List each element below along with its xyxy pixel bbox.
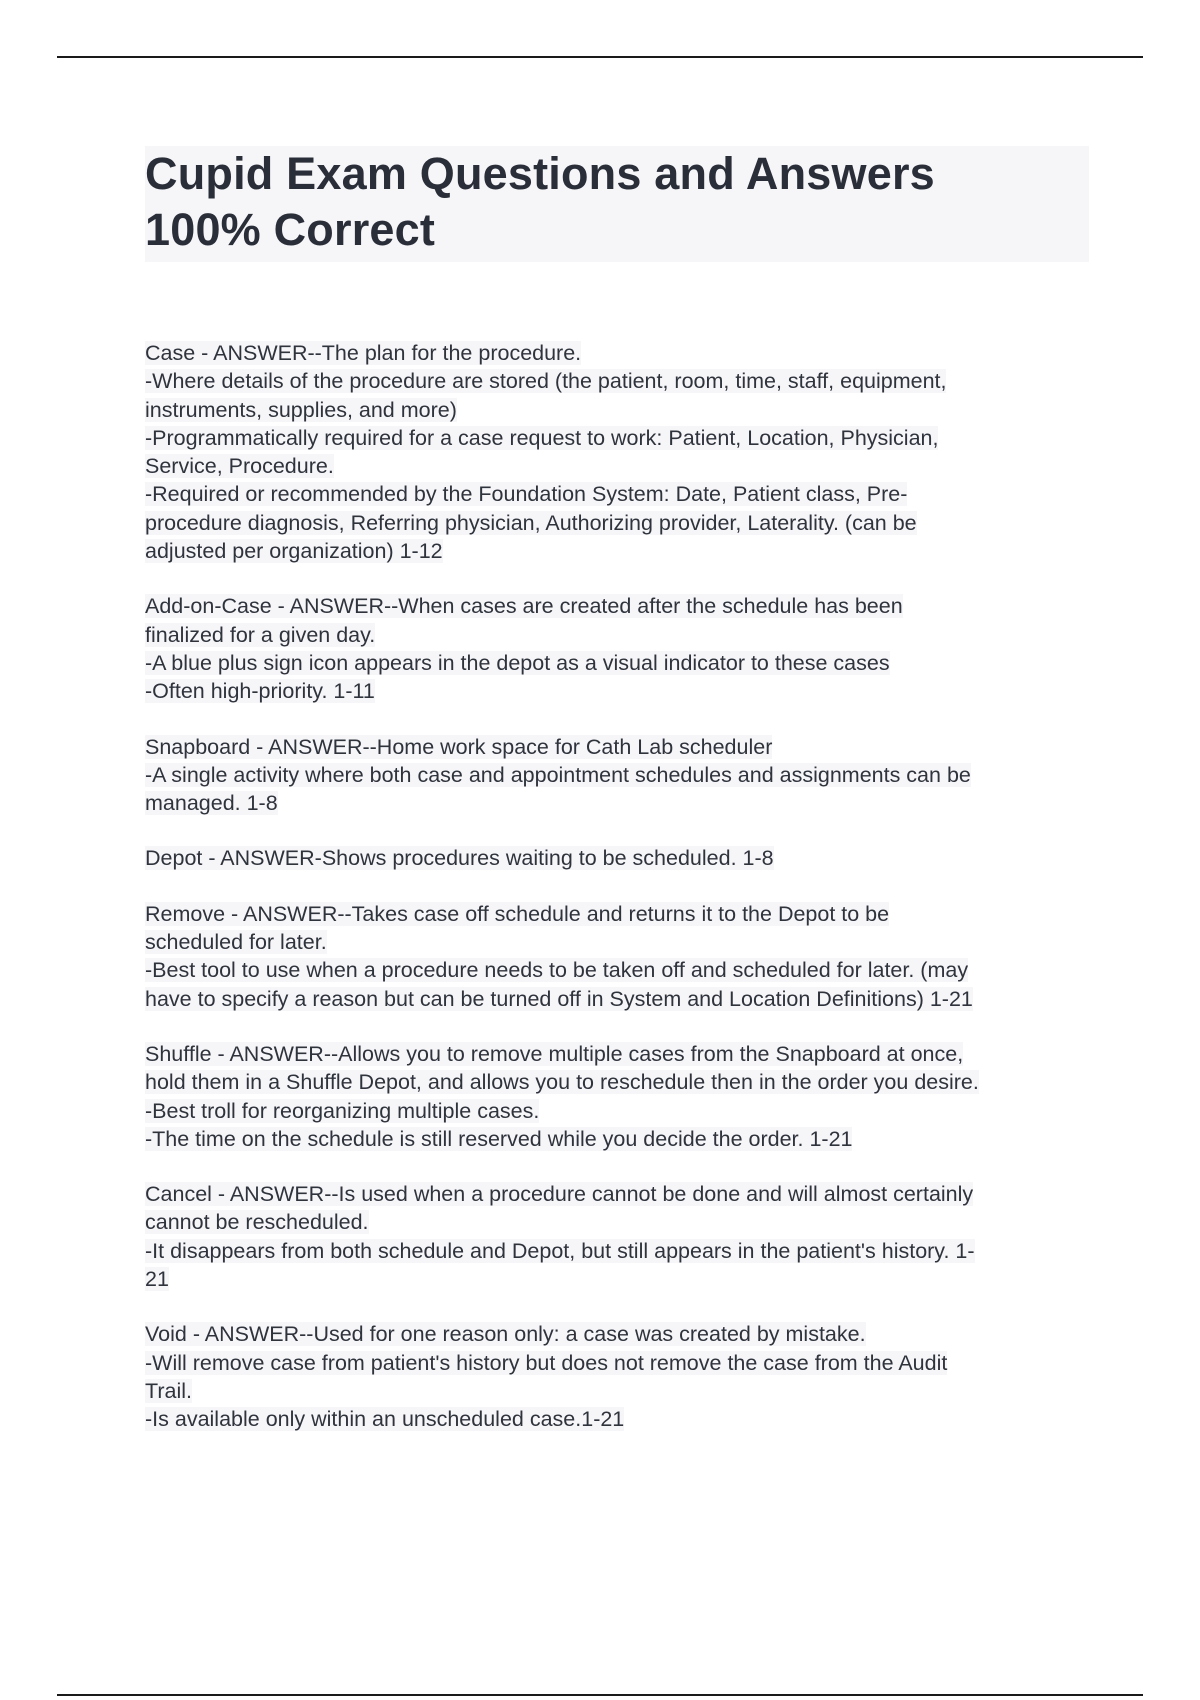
document-title	[145, 146, 1089, 262]
entry-line: -Will remove case from patient's history but does not remove the case from the Audit	[145, 1350, 948, 1375]
entry-line: instruments, supplies, and more)	[145, 397, 457, 422]
entry-line: -Often high-priority. 1-11	[145, 679, 375, 704]
entry-line: Cancel - ANSWER--Is used when a procedure cannot be done and will almost certainly	[145, 1182, 974, 1207]
qa-entry-remove	[145, 900, 1095, 1013]
entry-line: -A blue plus sign icon appears in the depot as a visual indicator to these cases	[145, 650, 890, 675]
qa-entry-shuffle	[145, 1040, 1095, 1153]
entry-line: scheduled for later.	[145, 930, 327, 955]
qa-entry-void	[145, 1320, 1095, 1433]
qa-entry-cancel	[145, 1180, 1095, 1293]
entry-line: -Best troll for reorganizing multiple cases.	[145, 1098, 540, 1123]
entry-line: -The time on the schedule is still reserved while you decide the order. 1-21	[145, 1126, 853, 1151]
bottom-rule	[57, 1694, 1143, 1696]
entry-line: cannot be rescheduled.	[145, 1210, 369, 1235]
qa-entry-case	[145, 339, 1095, 565]
title-line: 100% Correct	[145, 204, 436, 255]
entry-line: Snapboard - ANSWER--Home work space for Cath Lab scheduler	[145, 734, 773, 759]
entry-line: procedure diagnosis, Referring physician, Authorizing provider, Laterality. (can be	[145, 510, 917, 535]
entry-line: -Required or recommended by the Foundation System: Date, Patient class, Pre-	[145, 482, 908, 507]
entry-line: adjusted per organization) 1-12	[145, 539, 443, 564]
entry-line: Depot - ANSWER-Shows procedures waiting to be scheduled. 1-8	[145, 846, 774, 871]
entry-line: managed. 1-8	[145, 791, 278, 816]
qa-entry-depot	[145, 844, 1095, 872]
entry-line: Shuffle - ANSWER--Allows you to remove multiple cases from the Snapboard at once,	[145, 1041, 964, 1066]
entry-line: Service, Procedure.	[145, 454, 334, 479]
entry-line: -Where details of the procedure are stored (the patient, room, time, staff, equipment,	[145, 369, 947, 394]
entry-line: 21	[145, 1267, 169, 1292]
qa-content	[145, 339, 1095, 1461]
entry-line: hold them in a Shuffle Depot, and allows you to reschedule then in the order you desire.	[145, 1070, 979, 1095]
entry-line: -Is available only within an unscheduled case.1-21	[145, 1407, 625, 1432]
entry-line: finalized for a given day.	[145, 622, 376, 647]
entry-line: Add-on-Case - ANSWER--When cases are created after the schedule has been	[145, 594, 903, 619]
qa-entry-add-on-case	[145, 592, 1095, 705]
entry-line: Trail.	[145, 1378, 192, 1403]
entry-line: Void - ANSWER--Used for one reason only: a case was created by mistake.	[145, 1322, 866, 1347]
entry-line: -It disappears from both schedule and Depot, but still appears in the patient's history. 1-	[145, 1238, 975, 1263]
entry-line: -Best tool to use when a procedure needs to be taken off and scheduled for later. (may	[145, 958, 969, 983]
title-heading	[145, 146, 1089, 258]
entry-line: Case - ANSWER--The plan for the procedure.	[145, 341, 582, 365]
top-rule	[57, 56, 1143, 58]
entry-line: -Programmatically required for a case request to work: Patient, Location, Physician,	[145, 425, 939, 450]
qa-entry-snapboard	[145, 733, 1095, 818]
entry-line: have to specify a reason but can be turned off in System and Location Definitions) 1-21	[145, 986, 973, 1011]
title-line: Cupid Exam Questions and Answers	[145, 148, 935, 199]
entry-line: Remove - ANSWER--Takes case off schedule and returns it to the Depot to be	[145, 901, 890, 926]
entry-line: -A single activity where both case and appointment schedules and assignments can be	[145, 762, 971, 787]
